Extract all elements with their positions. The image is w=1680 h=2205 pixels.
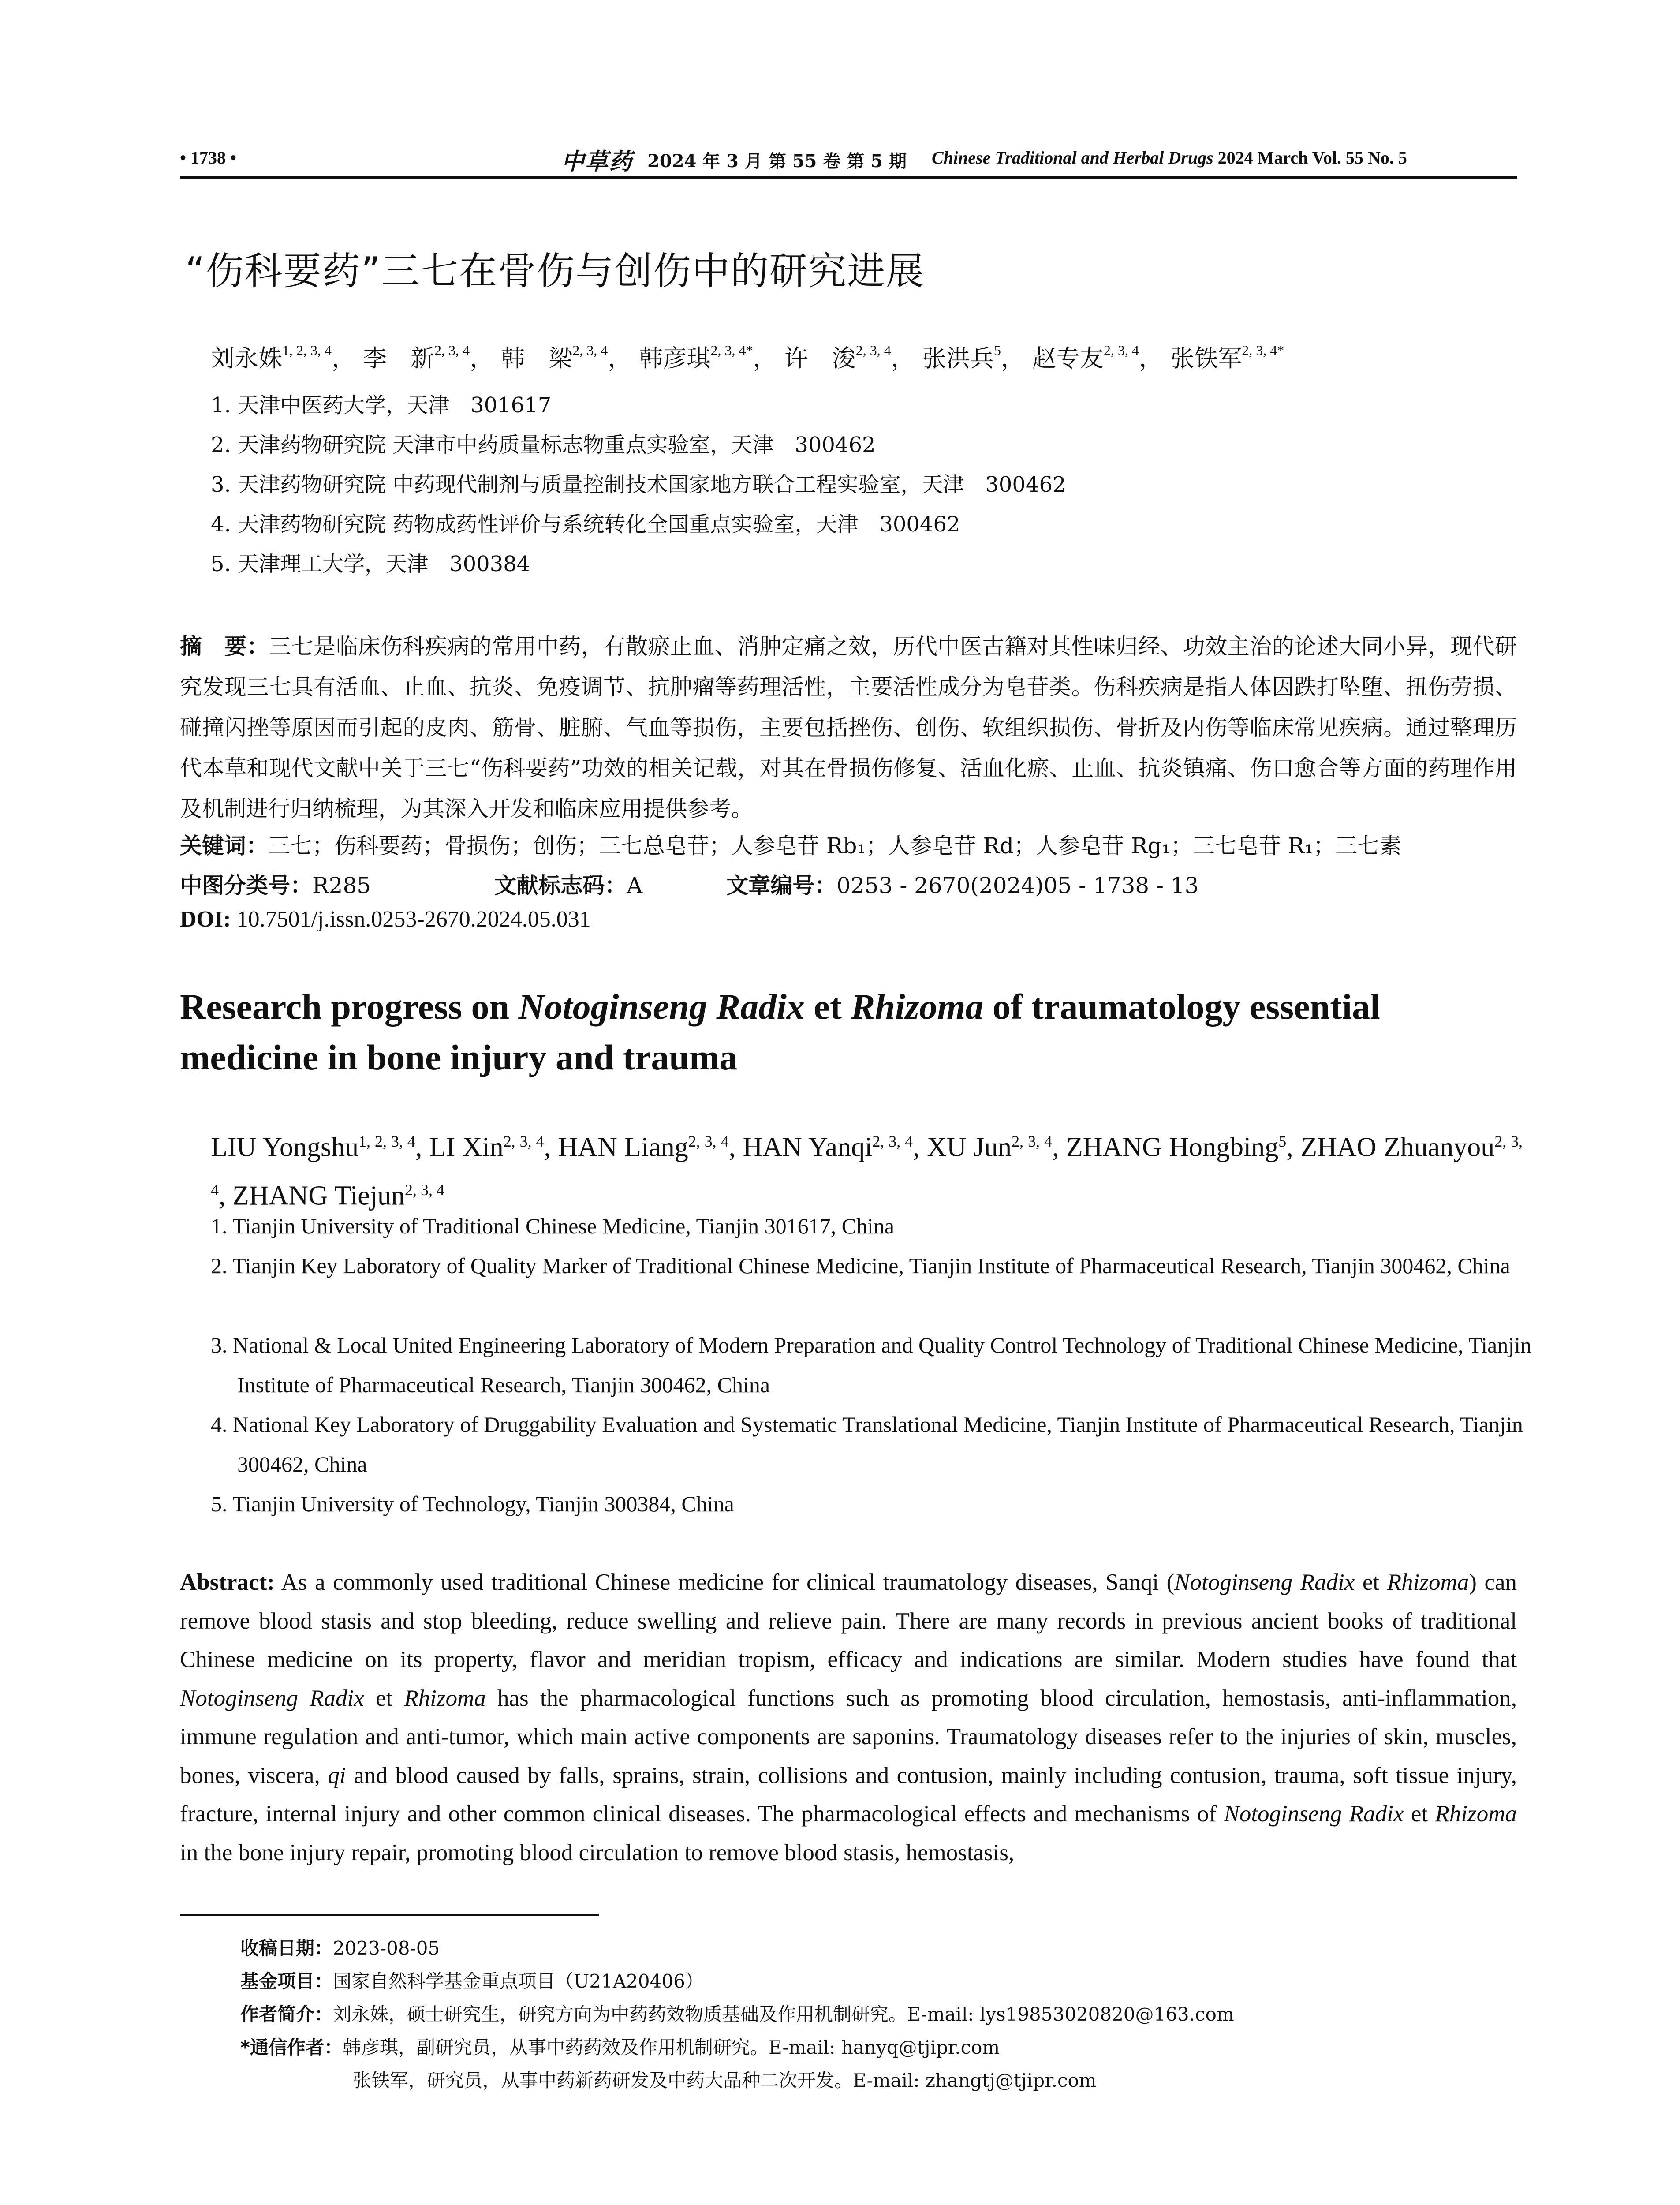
en-affiliation: 1. Tianjin University of Traditional Chinese Medicine, Tianjin 301617, China: [211, 1214, 895, 1238]
cn-author-sup: 2, 3, 4: [434, 342, 470, 358]
cn-title: “伤科要药”三七在骨伤与创伤中的研究进展: [185, 249, 925, 293]
journal-logo: 中草药: [561, 148, 633, 175]
fund-value: 国家自然科学基金重点项目（U21A20406）: [333, 1970, 704, 1992]
running-header: [180, 146, 1517, 179]
en-affiliation: 3. National & Local United Engineering Laboratory of Modern Preparation and Quality Control Technology of Traditional Chinese Medicine, Tianjin Institute of Pharmaceutical Research, Tianjin 300462, China: [211, 1333, 1532, 1397]
article-no-value: 0253 - 2670(2024)05 - 1738 - 13: [836, 873, 1199, 898]
doc-code-label: 文献标志码：: [494, 873, 627, 898]
en-abstract-text: et: [1404, 1801, 1435, 1827]
author-bio: [240, 1998, 1234, 2031]
footnote-rule: [180, 1914, 599, 1916]
fund-label: 基金项目：: [240, 1970, 333, 1992]
cn-author: 韩 梁: [501, 344, 573, 372]
bio-value: 刘永姝，硕士研究生，研究方向为中药药效物质基础及作用机制研究。E-mail: lys19853020820@163.com: [333, 2003, 1234, 2025]
en-abstract-italic: Notoginseng Radix: [1174, 1570, 1355, 1595]
en-title-italic: Notoginseng Radix: [518, 987, 805, 1027]
en-author-sup: 2, 3, 4: [688, 1132, 729, 1150]
doi-value: 10.7501/j.issn.0253-2670.2024.05.031: [236, 907, 591, 932]
en-abstract-italic: qi: [328, 1762, 346, 1788]
cn-author-sup: 1, 2, 3, 4: [282, 342, 332, 358]
cn-affiliation: 4. 天津药物研究院 药物成药性评价与系统转化全国重点实验室，天津 300462: [211, 512, 960, 537]
en-title-text: et: [804, 987, 851, 1027]
en-abstract-text: in the bone injury repair, promoting blood circulation to remove blood stasis, hemostasis,: [180, 1839, 1015, 1865]
cn-authors: 刘永姝$^{1, 2, 3, 4}$， 李 新$^{2, 3, 4}$， 韩 梁$^{2, 3, 4}$， 韩彦琪$^{2, 3, 4*}$， 许 浚$^{2, 3, 4}$， 张洪兵$^5$， 赵专友$^{2, 3, 4}$， 张铁军$^{2, 3, 4*}$: [211, 342, 1284, 372]
en-issue: 2024 March Vol. 55 No. 5: [1217, 148, 1407, 168]
keywords-label: 关键词：: [180, 833, 268, 859]
cn-abstract-text: 三七是临床伤科疾病的常用中药，有散瘀止血、消肿定痛之效，历代中医古籍对其性味归经、功效主治的论述大同小异，现代研究发现三七具有活血、止血、抗炎、免疫调节、抗肿瘤等药理活性，主要活性成分为皂苷类。伤科疾病是指人体因跌打坠堕、扭伤劳损、碰撞闪挫等原因而引起的皮肉、筋骨、脏腑、气血等损伤，主要包括挫伤、创伤、软组织损伤、骨折及内伤等临床常见疾病。通过整理历代本草和现代文献中关于三七“伤科要药”功效的相关记载，对其在骨损伤修复、活血化瘀、止血、抗炎镇痛、伤口愈合等方面的药理作用及机制进行归纳梳理，为其深入开发和临床应用提供参考。: [180, 634, 1517, 822]
received-date: [240, 1932, 1234, 1965]
en-abstract: [180, 1563, 1517, 1872]
en-abstract-italic: Notoginseng Radix: [180, 1685, 364, 1711]
en-abstract-italic: Rhizoma: [404, 1685, 486, 1711]
en-author-sup: 2, 3, 4: [872, 1132, 913, 1150]
cn-author-sup: 2, 3, 4*: [1242, 342, 1284, 358]
en-abstract-text: has the pharmacological functions such as promoting blood circulation, hemostasis, anti-inflammation, immune regulation and anti-tumor, which main active components are saponins. Traumatology diseases refer to the injuries of skin, muscles, bones, viscera,: [180, 1685, 1517, 1788]
cn-affiliation: 2. 天津药物研究院 天津市中药质量标志物重点实验室，天津 300462: [211, 433, 876, 457]
en-author: LI Xin: [429, 1132, 504, 1162]
cn-author-sup: 2, 3, 4: [572, 342, 608, 358]
en-abstract-text: et: [364, 1685, 404, 1711]
fund: [240, 1965, 1234, 1998]
cn-author: 李 新: [363, 344, 435, 372]
doi: [180, 906, 591, 932]
en-abstract-text: et: [1355, 1570, 1387, 1595]
corresponding-author: [240, 2031, 1234, 2064]
received-label: 收稿日期：: [240, 1937, 333, 1959]
page-number: • 1738 •: [180, 148, 237, 168]
corresponding-author-2: [240, 2064, 1234, 2097]
cn-author-sup: 2, 3, 4: [1104, 342, 1139, 358]
en-abstract-text: and blood caused by falls, sprains, strain, collisions and contusion, mainly including contusion, trauma, soft tissue injury, fracture, internal injury and other common clinical diseases. The pharmacological effects and mechanisms of: [180, 1762, 1517, 1827]
en-author: ZHANG Tiejun: [232, 1181, 405, 1211]
doc-code-value: A: [627, 873, 643, 898]
classification: [180, 868, 1199, 900]
en-author: HAN Yanqi: [743, 1132, 873, 1162]
bio-label: 作者简介：: [240, 2003, 333, 2025]
cn-abstract: [180, 626, 1517, 829]
en-author: XU Jun: [927, 1132, 1012, 1162]
cn-issue: 2024 年 3 月 第 55 卷 第 5 期: [647, 151, 907, 172]
received-value: 2023-08-05: [333, 1937, 440, 1959]
cn-author: 刘永姝: [211, 344, 282, 372]
footnotes: [240, 1932, 1234, 2097]
en-affiliation: 2. Tianjin Key Laboratory of Quality Marker of Traditional Chinese Medicine, Tianjin Institute of Pharmaceutical Research, Tianjin 300462, China: [211, 1253, 1510, 1278]
cn-author: 赵专友: [1032, 344, 1104, 372]
en-abstract-italic: Rhizoma: [1435, 1801, 1517, 1827]
en-abstract-label: Abstract:: [180, 1570, 275, 1595]
en-author: ZHAO Zhuanyou: [1300, 1132, 1495, 1162]
doi-label: DOI:: [180, 907, 231, 932]
en-title: [180, 981, 1525, 1083]
en-authors: LIU Yongshu$^{1, 2, 3, 4}$, LI Xin$^{2, 3, 4}$, HAN Liang$^{2, 3, 4}$, HAN Yanqi$^{2, 3, 4}$, XU Jun$^{2, 3, 4}$, ZHANG Hongbing$^5$, ZHAO Zhuanyou$^{2, 3, 4}$, ZHANG Tiejun$^{2, 3, 4}$: [211, 1132, 1523, 1211]
en-author-sup: 2, 3, 4: [1012, 1132, 1052, 1150]
corr-value: 张铁军，研究员，从事中药新药研发及中药大品种二次开发。E-mail: zhangtj@tjipr.com: [353, 2070, 1097, 2091]
cn-affiliation: 1. 天津中医药大学，天津 301617: [211, 393, 552, 418]
en-author: HAN Liang: [558, 1132, 688, 1162]
en-author-sup: 2, 3, 4: [211, 1132, 1523, 1199]
en-journal-name: Chinese Traditional and Herbal Drugs: [932, 148, 1213, 168]
en-abstract-text: ) can remove blood stasis and stop bleeding, reduce swelling and relieve pain. There are many records in previous ancient books of traditional Chinese medicine on its property, flavor and meridian tropism, efficacy and indications are similar. Modern studies have found that: [180, 1570, 1517, 1672]
clc-label: 中图分类号：: [180, 873, 312, 898]
cn-abstract-label: 摘 要：: [180, 634, 269, 659]
clc-value: R285: [312, 873, 371, 898]
cn-author-sup: 2, 3, 4: [855, 342, 891, 358]
en-title-text: of traumatology essential medicine in bone injury and trauma: [180, 987, 1380, 1077]
keywords-text: 三七；伤科要药；骨损伤；创伤；三七总皂苷；人参皂苷 Rb₁；人参皂苷 Rd；人参皂苷 Rg₁；三七皂苷 R₁；三七素: [268, 833, 1402, 859]
cn-author: 韩彦琪: [639, 344, 711, 372]
en-author-sup: 1, 2, 3, 4: [358, 1132, 415, 1150]
en-author-sup: 2, 3, 4: [405, 1181, 445, 1199]
en-author-sup: 2, 3, 4: [503, 1132, 544, 1150]
en-title-italic: Rhizoma: [851, 987, 984, 1027]
cn-affiliation: 3. 天津药物研究院 中药现代制剂与质量控制技术国家地方联合工程实验室，天津 300462: [211, 472, 1066, 497]
corr-value: 韩彦琪，副研究员，从事中药药效及作用机制研究。E-mail: hanyq@tjipr.com: [342, 2037, 1000, 2058]
en-affiliation: 4. National Key Laboratory of Druggability Evaluation and Systematic Translational Medicine, Tianjin Institute of Pharmaceutical Research, Tianjin 300462, China: [211, 1412, 1523, 1476]
corr-label: *通信作者：: [240, 2037, 343, 2058]
en-abstract-italic: Notoginseng Radix: [1224, 1801, 1404, 1827]
cn-author: 张洪兵: [922, 344, 994, 372]
en-abstract-italic: Rhizoma: [1387, 1570, 1469, 1595]
cn-author: 张铁军: [1170, 344, 1242, 372]
en-author-sup: 5: [1278, 1132, 1287, 1150]
cn-author-sup: 5: [993, 342, 1001, 358]
en-author: LIU Yongshu: [211, 1132, 359, 1162]
en-author: ZHANG Hongbing: [1066, 1132, 1279, 1162]
en-abstract-text: As a commonly used traditional Chinese medicine for clinical traumatology diseases, Sanqi (: [274, 1570, 1175, 1595]
keywords: [180, 828, 1401, 860]
en-journal-issue: [932, 147, 1407, 168]
cn-author-sup: 2, 3, 4*: [710, 342, 753, 358]
en-affiliation: 5. Tianjin University of Technology, Tianjin 300384, China: [211, 1491, 734, 1516]
article-no-label: 文章编号：: [726, 873, 837, 898]
cn-affiliation: 5. 天津理工大学，天津 300384: [211, 552, 530, 576]
en-title-text: Research progress on: [180, 987, 519, 1027]
cn-author: 许 浚: [784, 344, 856, 372]
